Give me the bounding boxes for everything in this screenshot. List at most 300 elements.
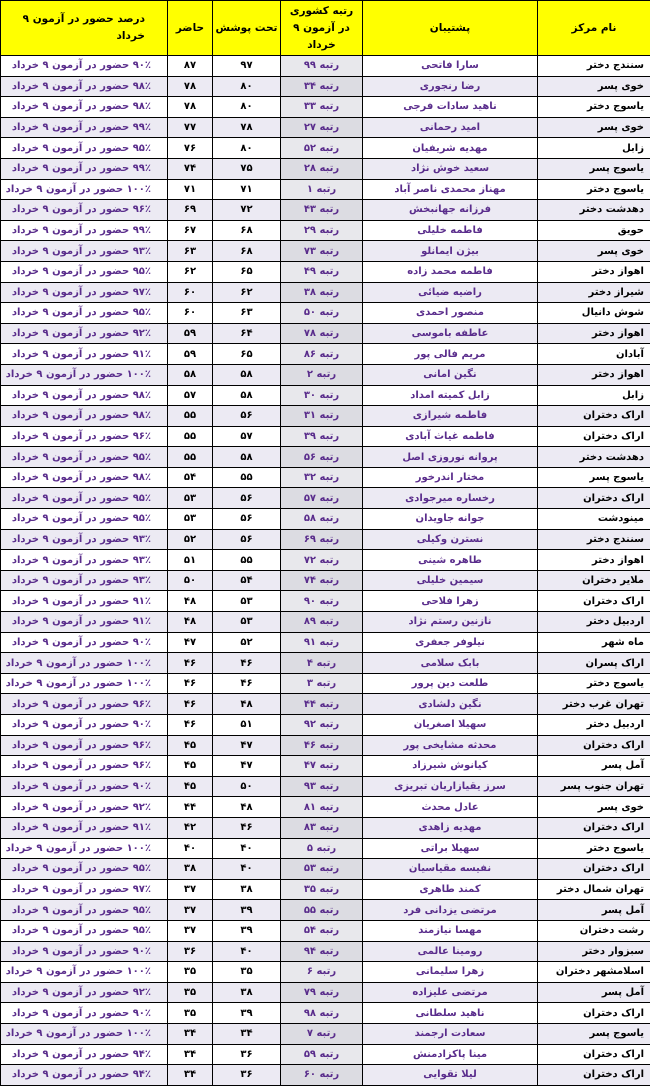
cell-center: آمل پسر	[538, 900, 650, 921]
cell-center: اهواز دختر	[538, 261, 650, 282]
cell-percent: ۹۵٪ حضور در آزمون ۹ خرداد	[1, 488, 168, 509]
table-row	[1, 529, 650, 550]
table-row	[1, 941, 650, 962]
cell-center: یاسوج دختر	[538, 179, 650, 200]
table-row	[1, 838, 650, 859]
cell-sponsor: زابل کمیته امداد	[363, 385, 538, 406]
cell-rank: رتبه ۲۹	[281, 220, 363, 241]
table-row	[1, 364, 650, 385]
cell-sponsor: فاطمه غیاث آبادی	[363, 426, 538, 447]
cell-cover: ۴۸	[213, 797, 281, 818]
cell-percent: ۹۰٪ حضور در آزمون ۹ خرداد	[1, 1003, 168, 1024]
table-row	[1, 220, 650, 241]
cell-present: ۵۳	[168, 488, 213, 509]
cell-sponsor: سعادت ارجمند	[363, 1023, 538, 1044]
cell-sponsor: مهناز محمدی ناصر آباد	[363, 179, 538, 200]
cell-cover: ۵۸	[213, 447, 281, 468]
cell-percent: ۹۸٪ حضور در آزمون ۹ خرداد	[1, 406, 168, 427]
cell-center: اراک دختران	[538, 1044, 650, 1065]
cell-rank: رتبه ۸۹	[281, 612, 363, 633]
cell-rank: رتبه ۵۸	[281, 509, 363, 530]
cell-present: ۳۵	[168, 982, 213, 1003]
table-row	[1, 200, 650, 221]
cell-center: آمل پسر	[538, 756, 650, 777]
cell-center: اردبیل دختر	[538, 715, 650, 736]
cell-percent: ۹۰٪ حضور در آزمون ۹ خرداد	[1, 941, 168, 962]
cell-present: ۵۱	[168, 550, 213, 571]
cell-present: ۴۶	[168, 673, 213, 694]
table-row	[1, 385, 650, 406]
cell-present: ۵۴	[168, 467, 213, 488]
table-row	[1, 982, 650, 1003]
table-row	[1, 344, 650, 365]
cell-rank: رتبه ۳۹	[281, 426, 363, 447]
cell-percent: ۱۰۰٪ حضور در آزمون ۹ خرداد	[1, 838, 168, 859]
cell-percent: ۹۶٪ حضور در آزمون ۹ خرداد	[1, 200, 168, 221]
cell-cover: ۴۷	[213, 735, 281, 756]
cell-rank: رتبه ۷۳	[281, 241, 363, 262]
cell-sponsor: سعید خوش نژاد	[363, 158, 538, 179]
cell-rank: رتبه ۳۴	[281, 76, 363, 97]
cell-center: سبزوار دختر	[538, 941, 650, 962]
cell-percent: ۹۹٪ حضور در آزمون ۹ خرداد	[1, 220, 168, 241]
cell-cover: ۵۶	[213, 509, 281, 530]
cell-cover: ۸۰	[213, 76, 281, 97]
cell-center: مینودشت	[538, 509, 650, 530]
cell-sponsor: مهسا نیازمند	[363, 920, 538, 941]
cell-sponsor: سرز یقیازاریان تبریزی	[363, 776, 538, 797]
cell-cover: ۳۶	[213, 1065, 281, 1086]
cell-percent: ۹۸٪ حضور در آزمون ۹ خرداد	[1, 97, 168, 118]
table-row	[1, 591, 650, 612]
cell-sponsor: مختار اندرخور	[363, 467, 538, 488]
cell-center: یاسوج دختر	[538, 838, 650, 859]
cell-cover: ۷۱	[213, 179, 281, 200]
cell-rank: رتبه ۵	[281, 838, 363, 859]
cell-center: سنندج دختر	[538, 529, 650, 550]
cell-cover: ۶۵	[213, 261, 281, 282]
cell-present: ۶۳	[168, 241, 213, 262]
table-row	[1, 179, 650, 200]
cell-percent: ۹۷٪ حضور در آزمون ۹ خرداد	[1, 282, 168, 303]
table-row	[1, 509, 650, 530]
cell-rank: رتبه ۴۳	[281, 200, 363, 221]
cell-percent: ۱۰۰٪ حضور در آزمون ۹ خرداد	[1, 673, 168, 694]
cell-rank: رتبه ۷۹	[281, 982, 363, 1003]
cell-sponsor: نفیسه مقیاسیان	[363, 859, 538, 880]
cell-center: سنندج دختر	[538, 56, 650, 77]
cell-cover: ۷۸	[213, 117, 281, 138]
cell-percent: ۹۱٪ حضور در آزمون ۹ خرداد	[1, 344, 168, 365]
cell-sponsor: مرتضی یزدانی فرد	[363, 900, 538, 921]
cell-cover: ۳۸	[213, 879, 281, 900]
table-row	[1, 962, 650, 983]
cell-present: ۷۸	[168, 97, 213, 118]
cell-sponsor: زهرا فلاحی	[363, 591, 538, 612]
cell-cover: ۴۸	[213, 694, 281, 715]
cell-sponsor: مرتضی علیزاده	[363, 982, 538, 1003]
cell-rank: رتبه ۵۰	[281, 303, 363, 324]
cell-present: ۴۶	[168, 694, 213, 715]
cell-cover: ۴۰	[213, 859, 281, 880]
table-row	[1, 920, 650, 941]
cell-present: ۵۷	[168, 385, 213, 406]
table-row	[1, 735, 650, 756]
cell-present: ۴۵	[168, 735, 213, 756]
cell-center: ملایر دختران	[538, 570, 650, 591]
table-body	[1, 56, 650, 1086]
cell-center: ماه شهر	[538, 632, 650, 653]
cell-percent: ۹۵٪ حضور در آزمون ۹ خرداد	[1, 859, 168, 880]
cell-rank: رتبه ۴۹	[281, 261, 363, 282]
cell-percent: ۱۰۰٪ حضور در آزمون ۹ خرداد	[1, 962, 168, 983]
table-row	[1, 776, 650, 797]
cell-cover: ۴۷	[213, 756, 281, 777]
cell-center: خوی پسر	[538, 241, 650, 262]
cell-rank: رتبه ۵۳	[281, 859, 363, 880]
cell-cover: ۶۸	[213, 220, 281, 241]
cell-present: ۵۹	[168, 323, 213, 344]
cell-cover: ۵۰	[213, 776, 281, 797]
cell-cover: ۶۴	[213, 323, 281, 344]
cell-sponsor: نگین امانی	[363, 364, 538, 385]
cell-cover: ۵۵	[213, 550, 281, 571]
cell-sponsor: لیلا تقوایی	[363, 1065, 538, 1086]
cell-sponsor: نیلوفر جعفری	[363, 632, 538, 653]
cell-present: ۳۵	[168, 1003, 213, 1024]
cell-present: ۸۷	[168, 56, 213, 77]
cell-sponsor: کیانوش شیرزاد	[363, 756, 538, 777]
cell-rank: رتبه ۶۹	[281, 529, 363, 550]
cell-rank: رتبه ۳۰	[281, 385, 363, 406]
cell-percent: ۹۲٪ حضور در آزمون ۹ خرداد	[1, 797, 168, 818]
cell-center: اراک دختران	[538, 859, 650, 880]
table-row	[1, 261, 650, 282]
cell-center: اردبیل دختر	[538, 612, 650, 633]
table-row	[1, 1023, 650, 1044]
cell-center: اراک دختران	[538, 406, 650, 427]
cell-percent: ۹۳٪ حضور در آزمون ۹ خرداد	[1, 570, 168, 591]
cell-center: آمل پسر	[538, 982, 650, 1003]
cell-center: اسلامشهر دختران	[538, 962, 650, 983]
cell-center: اراک دختران	[538, 488, 650, 509]
table-row	[1, 447, 650, 468]
cell-percent: ۱۰۰٪ حضور در آزمون ۹ خرداد	[1, 179, 168, 200]
cell-rank: رتبه ۷۴	[281, 570, 363, 591]
cell-rank: رتبه ۳	[281, 673, 363, 694]
cell-cover: ۳۶	[213, 1044, 281, 1065]
cell-cover: ۵۱	[213, 715, 281, 736]
cell-present: ۳۷	[168, 879, 213, 900]
cell-cover: ۴۰	[213, 838, 281, 859]
cell-sponsor: نازنین رستم نژاد	[363, 612, 538, 633]
cell-percent: ۹۵٪ حضور در آزمون ۹ خرداد	[1, 447, 168, 468]
cell-present: ۶۲	[168, 261, 213, 282]
header-center: نام مرکز	[538, 1, 650, 56]
header-sponsor: پشتیبان	[363, 1, 538, 56]
cell-percent: ۹۳٪ حضور در آزمون ۹ خرداد	[1, 550, 168, 571]
table-row	[1, 797, 650, 818]
cell-center: زابل	[538, 138, 650, 159]
cell-present: ۳۶	[168, 941, 213, 962]
cell-rank: رتبه ۸۱	[281, 797, 363, 818]
cell-cover: ۴۶	[213, 817, 281, 838]
table-row	[1, 56, 650, 77]
cell-rank: رتبه ۹۳	[281, 776, 363, 797]
cell-sponsor: محدثه مشایخی پور	[363, 735, 538, 756]
table-row	[1, 632, 650, 653]
cell-present: ۶۰	[168, 282, 213, 303]
table-row	[1, 715, 650, 736]
cell-center: آبادان	[538, 344, 650, 365]
cell-rank: رتبه ۵۶	[281, 447, 363, 468]
cell-rank: رتبه ۳۵	[281, 879, 363, 900]
cell-percent: ۹۴٪ حضور در آزمون ۹ خرداد	[1, 1065, 168, 1086]
table-row	[1, 817, 650, 838]
table-row	[1, 1065, 650, 1086]
cell-sponsor: مهدیه زاهدی	[363, 817, 538, 838]
cell-sponsor: سارا فاتحی	[363, 56, 538, 77]
cell-present: ۴۲	[168, 817, 213, 838]
cell-percent: ۹۶٪ حضور در آزمون ۹ خرداد	[1, 426, 168, 447]
cell-present: ۵۳	[168, 509, 213, 530]
cell-present: ۳۴	[168, 1065, 213, 1086]
cell-rank: رتبه ۵۹	[281, 1044, 363, 1065]
cell-present: ۶۷	[168, 220, 213, 241]
cell-present: ۵۲	[168, 529, 213, 550]
cell-percent: ۹۵٪ حضور در آزمون ۹ خرداد	[1, 138, 168, 159]
cell-percent: ۹۲٪ حضور در آزمون ۹ خرداد	[1, 323, 168, 344]
cell-present: ۴۶	[168, 715, 213, 736]
cell-percent: ۱۰۰٪ حضور در آزمون ۹ خرداد	[1, 364, 168, 385]
cell-sponsor: رخساره میرجوادی	[363, 488, 538, 509]
cell-center: یاسوج دختر	[538, 97, 650, 118]
cell-percent: ۹۴٪ حضور در آزمون ۹ خرداد	[1, 1044, 168, 1065]
cell-sponsor: نگین دلشادی	[363, 694, 538, 715]
cell-center: اهواز دختر	[538, 550, 650, 571]
cell-sponsor: جوانه جاویدان	[363, 509, 538, 530]
cell-present: ۴۶	[168, 653, 213, 674]
cell-percent: ۹۵٪ حضور در آزمون ۹ خرداد	[1, 261, 168, 282]
cell-center: دهدشت دختر	[538, 447, 650, 468]
cell-rank: رتبه ۵۲	[281, 138, 363, 159]
cell-center: خوی پسر	[538, 117, 650, 138]
cell-present: ۵۵	[168, 426, 213, 447]
table-row	[1, 570, 650, 591]
cell-present: ۴۸	[168, 591, 213, 612]
table-row	[1, 1044, 650, 1065]
cell-rank: رتبه ۸۶	[281, 344, 363, 365]
table-row	[1, 97, 650, 118]
cell-present: ۳۴	[168, 1023, 213, 1044]
cell-sponsor: بیژن ایمانلو	[363, 241, 538, 262]
cell-percent: ۹۹٪ حضور در آزمون ۹ خرداد	[1, 117, 168, 138]
cell-cover: ۴۶	[213, 653, 281, 674]
table-row	[1, 426, 650, 447]
cell-percent: ۹۶٪ حضور در آزمون ۹ خرداد	[1, 694, 168, 715]
header-row	[1, 1, 650, 56]
cell-sponsor: سیمین خلیلی	[363, 570, 538, 591]
cell-sponsor: سهیلا اصغریان	[363, 715, 538, 736]
cell-present: ۵۹	[168, 344, 213, 365]
cell-sponsor: مریم فالی پور	[363, 344, 538, 365]
cell-present: ۴۰	[168, 838, 213, 859]
cell-cover: ۵۶	[213, 406, 281, 427]
cell-rank: رتبه ۵۵	[281, 900, 363, 921]
cell-percent: ۹۱٪ حضور در آزمون ۹ خرداد	[1, 612, 168, 633]
cell-rank: رتبه ۱	[281, 179, 363, 200]
cell-present: ۷۱	[168, 179, 213, 200]
cell-cover: ۶۸	[213, 241, 281, 262]
cell-cover: ۶۳	[213, 303, 281, 324]
cell-percent: ۹۵٪ حضور در آزمون ۹ خرداد	[1, 900, 168, 921]
cell-percent: ۱۰۰٪ حضور در آزمون ۹ خرداد	[1, 653, 168, 674]
cell-rank: رتبه ۴	[281, 653, 363, 674]
cell-percent: ۱۰۰٪ حضور در آزمون ۹ خرداد	[1, 1023, 168, 1044]
cell-percent: ۹۸٪ حضور در آزمون ۹ خرداد	[1, 467, 168, 488]
cell-center: شوش دانیال	[538, 303, 650, 324]
table-row	[1, 488, 650, 509]
header-rank: رتبه کشوری در آزمون ۹ خرداد	[281, 1, 363, 56]
table-row	[1, 303, 650, 324]
cell-rank: رتبه ۲۸	[281, 158, 363, 179]
cell-center: اراک دختران	[538, 591, 650, 612]
cell-sponsor: بابک سلامی	[363, 653, 538, 674]
cell-cover: ۳۹	[213, 1003, 281, 1024]
cell-center: خوی پسر	[538, 797, 650, 818]
table-row	[1, 1003, 650, 1024]
cell-present: ۴۴	[168, 797, 213, 818]
cell-center: حویق	[538, 220, 650, 241]
cell-percent: ۹۳٪ حضور در آزمون ۹ خرداد	[1, 241, 168, 262]
cell-rank: رتبه ۳۳	[281, 97, 363, 118]
cell-cover: ۵۴	[213, 570, 281, 591]
cell-sponsor: رضا رنجوری	[363, 76, 538, 97]
header-cover: تحت پوشش	[213, 1, 281, 56]
cell-rank: رتبه ۷۲	[281, 550, 363, 571]
cell-cover: ۵۶	[213, 529, 281, 550]
cell-cover: ۶۵	[213, 344, 281, 365]
header-percent: درصد حضور در آزمون ۹ خرداد	[1, 1, 168, 56]
cell-cover: ۵۲	[213, 632, 281, 653]
cell-cover: ۷۲	[213, 200, 281, 221]
cell-rank: رتبه ۹۸	[281, 1003, 363, 1024]
cell-percent: ۹۰٪ حضور در آزمون ۹ خرداد	[1, 632, 168, 653]
cell-rank: رتبه ۷۸	[281, 323, 363, 344]
cell-sponsor: فرزانه جهانبخش	[363, 200, 538, 221]
cell-rank: رتبه ۹۰	[281, 591, 363, 612]
cell-sponsor: ناهید سلطانی	[363, 1003, 538, 1024]
cell-present: ۵۰	[168, 570, 213, 591]
cell-rank: رتبه ۶	[281, 962, 363, 983]
cell-cover: ۴۰	[213, 941, 281, 962]
table-row	[1, 282, 650, 303]
cell-present: ۵۸	[168, 364, 213, 385]
cell-present: ۵۵	[168, 406, 213, 427]
cell-cover: ۳۸	[213, 982, 281, 1003]
cell-rank: رتبه ۳۱	[281, 406, 363, 427]
cell-center: یاسوج دختر	[538, 673, 650, 694]
cell-center: خوی پسر	[538, 76, 650, 97]
cell-present: ۷۸	[168, 76, 213, 97]
cell-rank: رتبه ۵۴	[281, 920, 363, 941]
cell-percent: ۹۷٪ حضور در آزمون ۹ خرداد	[1, 879, 168, 900]
cell-cover: ۵۳	[213, 591, 281, 612]
cell-center: اراک دختران	[538, 817, 650, 838]
cell-cover: ۳۹	[213, 920, 281, 941]
cell-sponsor: مینا پاکزادمنش	[363, 1044, 538, 1065]
cell-sponsor: عادل محدث	[363, 797, 538, 818]
cell-rank: رتبه ۲۷	[281, 117, 363, 138]
cell-sponsor: مهدیه شریفیان	[363, 138, 538, 159]
table-row	[1, 879, 650, 900]
cell-center: یاسوج پسر	[538, 158, 650, 179]
cell-rank: رتبه ۲	[281, 364, 363, 385]
cell-percent: ۹۵٪ حضور در آزمون ۹ خرداد	[1, 509, 168, 530]
table-row	[1, 76, 650, 97]
cell-cover: ۶۲	[213, 282, 281, 303]
cell-rank: رتبه ۹۴	[281, 941, 363, 962]
table-row	[1, 756, 650, 777]
table-row	[1, 900, 650, 921]
cell-percent: ۹۲٪ حضور در آزمون ۹ خرداد	[1, 982, 168, 1003]
cell-percent: ۹۶٪ حضور در آزمون ۹ خرداد	[1, 756, 168, 777]
cell-present: ۳۸	[168, 859, 213, 880]
cell-sponsor: طلعت دین پرور	[363, 673, 538, 694]
cell-cover: ۸۰	[213, 97, 281, 118]
header-present: حاضر	[168, 1, 213, 56]
table-row	[1, 406, 650, 427]
cell-cover: ۵۸	[213, 385, 281, 406]
table-row	[1, 612, 650, 633]
cell-rank: رتبه ۷	[281, 1023, 363, 1044]
cell-center: دهدشت دختر	[538, 200, 650, 221]
cell-percent: ۹۸٪ حضور در آزمون ۹ خرداد	[1, 385, 168, 406]
cell-rank: رتبه ۸۳	[281, 817, 363, 838]
cell-rank: رتبه ۳۲	[281, 467, 363, 488]
table-row	[1, 653, 650, 674]
cell-percent: ۹۰٪ حضور در آزمون ۹ خرداد	[1, 715, 168, 736]
cell-sponsor: کمند طاهری	[363, 879, 538, 900]
cell-center: اهواز دختر	[538, 364, 650, 385]
cell-cover: ۵۶	[213, 488, 281, 509]
cell-center: اراک دختران	[538, 1065, 650, 1086]
cell-present: ۳۴	[168, 1044, 213, 1065]
cell-center: اراک پسران	[538, 653, 650, 674]
cell-cover: ۵۸	[213, 364, 281, 385]
cell-percent: ۹۳٪ حضور در آزمون ۹ خرداد	[1, 529, 168, 550]
cell-present: ۴۷	[168, 632, 213, 653]
cell-present: ۷۴	[168, 158, 213, 179]
cell-sponsor: طاهره شینی	[363, 550, 538, 571]
cell-sponsor: ناهید سادات فرجی	[363, 97, 538, 118]
cell-center: تهران غرب دختر	[538, 694, 650, 715]
cell-present: ۶۹	[168, 200, 213, 221]
cell-rank: رتبه ۹۹	[281, 56, 363, 77]
table-row	[1, 241, 650, 262]
cell-percent: ۹۵٪ حضور در آزمون ۹ خرداد	[1, 920, 168, 941]
cell-cover: ۵۵	[213, 467, 281, 488]
cell-percent: ۹۰٪ حضور در آزمون ۹ خرداد	[1, 56, 168, 77]
table-row	[1, 138, 650, 159]
cell-rank: رتبه ۹۲	[281, 715, 363, 736]
cell-sponsor: فاطمه شیرازی	[363, 406, 538, 427]
cell-center: تهران جنوب پسر	[538, 776, 650, 797]
cell-center: تهران شمال دختر	[538, 879, 650, 900]
table-row	[1, 550, 650, 571]
cell-sponsor: منصور احمدی	[363, 303, 538, 324]
cell-rank: رتبه ۴۴	[281, 694, 363, 715]
